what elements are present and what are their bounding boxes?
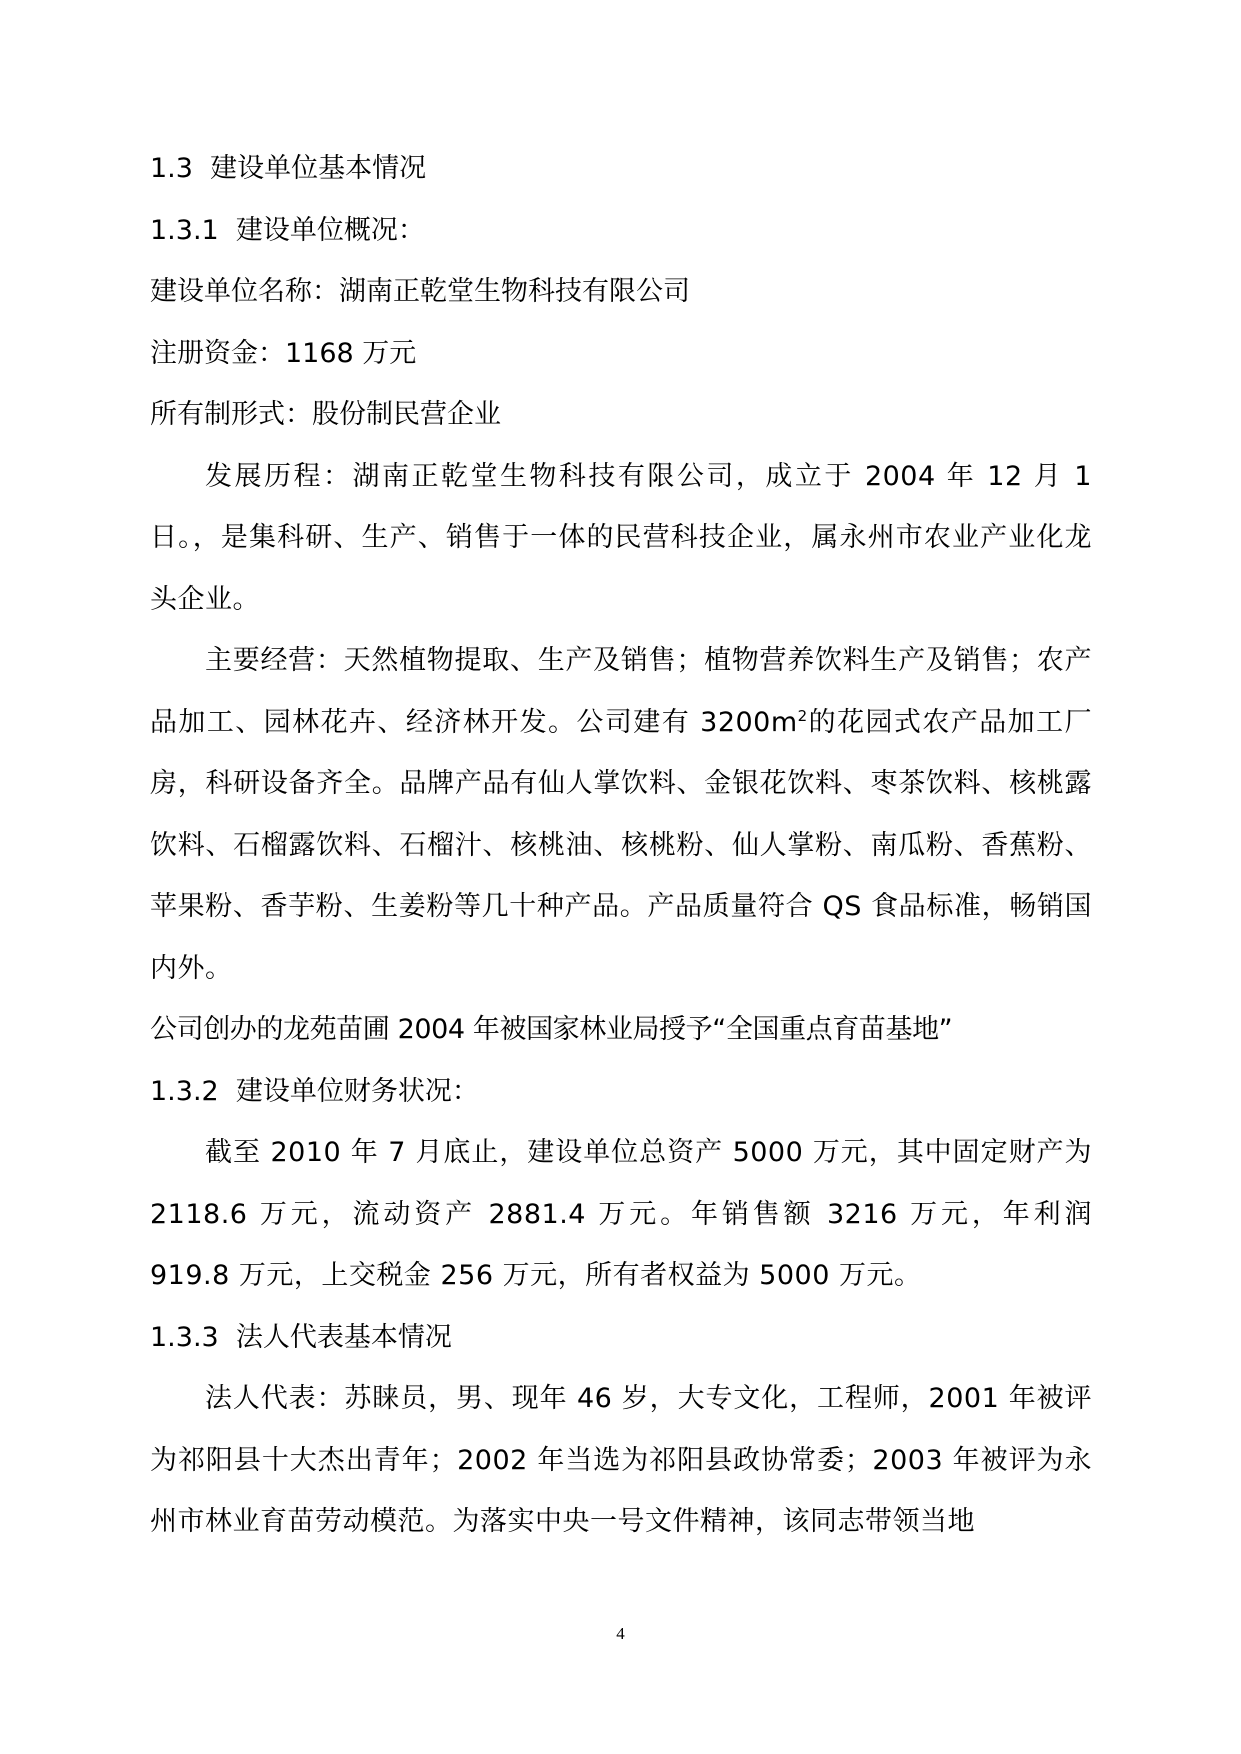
registered-capital-value: 1168 万元 <box>285 337 417 369</box>
ownership-value: 股份制民营企业 <box>312 399 501 430</box>
nursery-paragraph: 公司创办的龙苑苗圃 2004 年被国家林业局授予“全国重点育苗基地” <box>150 1014 953 1045</box>
ownership-line <box>150 384 1092 446</box>
company-name-line <box>150 261 1092 323</box>
registered-capital-line <box>150 323 1092 385</box>
company-name-value: 湖南正乾堂生物科技有限公司 <box>339 276 690 307</box>
registered-capital-label: 注册资金： <box>150 337 285 369</box>
subsection-title: 法人代表基本情况 <box>235 1321 452 1353</box>
business-paragraph <box>150 630 1092 999</box>
section-heading <box>150 138 1092 200</box>
business-text-part2: 的花园式农产品加工厂房，科研设备齐全。品牌产品有仙人掌饮料、金银花饮料、枣茶饮料、核桃露饮料、石榴露饮料、石榴汁、核桃油、核桃粉、仙人掌粉、南瓜粉、香蕉粉、苹果粉、香芋粉、生姜粉等几十种产品。产品质量符合 QS 食品标准，畅销国内外。 <box>150 706 1092 984</box>
legal-rep-paragraph: 法人代表：苏睐员，男、现年 46 岁，大专文化，工程师，2001 年被评为祁阳县十大杰出青年；2002 年当选为祁阳县政协常委；2003 年被评为永州市林业育苗劳动模范。为落实中央一号文件精神，该同志带领当地 <box>150 1383 1092 1537</box>
subsection-number: 1.3.2 <box>150 1075 219 1107</box>
heading-colon: ： <box>451 1075 479 1107</box>
heading-colon: ： <box>397 214 425 246</box>
ownership-label: 所有制形式： <box>150 399 312 430</box>
superscript-2: 2 <box>797 706 808 725</box>
subsection-heading-overview <box>150 200 1092 262</box>
subsection-title: 建设单位概况 <box>235 214 398 246</box>
section-number: 1.3 <box>150 153 193 184</box>
subsection-number: 1.3.1 <box>150 214 219 246</box>
business-text-part1: 主要经营：天然植物提取、生产及销售；植物营养饮料生产及销售；农产品加工、园林花卉、经济林开发。公司建有 3200m <box>150 645 1092 738</box>
section-title: 建设单位基本情况 <box>210 153 427 184</box>
document-body <box>150 138 1092 1553</box>
subsection-heading-finance <box>150 1061 1092 1123</box>
finance-paragraph: 截至 2010 年 7 月底止，建设单位总资产 5000 万元，其中固定财产为 2118.6 万元，流动资产 2881.4 万元。年销售额 3216 万元，年利润 919.8 万元，上交税金 256 万元，所有者权益为 5000 万元。 <box>150 1137 1092 1291</box>
subsection-heading-legal-rep <box>150 1307 1092 1369</box>
subsection-number: 1.3.3 <box>150 1321 219 1353</box>
history-paragraph: 发展历程：湖南正乾堂生物科技有限公司，成立于 2004 年 12 月 1 日。，是集科研、生产、销售于一体的民营科技企业，属永州市农业产业化龙头企业。 <box>150 460 1092 615</box>
company-name-label: 建设单位名称： <box>150 276 339 307</box>
page-number: 4 <box>616 1624 625 1643</box>
subsection-title: 建设单位财务状况 <box>235 1075 452 1107</box>
